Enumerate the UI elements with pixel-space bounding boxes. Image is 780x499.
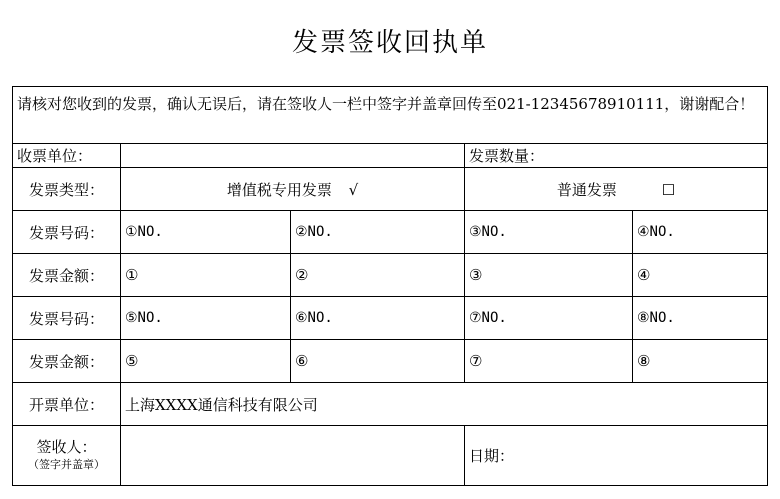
- signer-label-cell: [13, 426, 121, 486]
- signer-label: 签收人：: [36, 437, 97, 456]
- invoice-number-field[interactable]: ①NO.: [121, 211, 291, 254]
- invoice-number-field[interactable]: ⑧NO.: [633, 297, 768, 340]
- vat-special-label: 增值税专用发票: [226, 180, 332, 199]
- invoice-number-label: 发票号码：: [13, 297, 121, 340]
- invoice-number-field[interactable]: ③NO.: [465, 211, 633, 254]
- invoice-amount-field[interactable]: ②: [291, 254, 465, 297]
- date-field[interactable]: [465, 426, 768, 486]
- invoice-count-field[interactable]: [465, 144, 768, 168]
- receipt-form: [12, 86, 768, 486]
- issuer-label: 开票单位：: [13, 383, 121, 426]
- invoice-number-label: 发票号码：: [13, 211, 121, 254]
- vat-special-option[interactable]: [121, 168, 465, 211]
- invoice-number-field[interactable]: ⑥NO.: [291, 297, 465, 340]
- invoice-number-field[interactable]: ⑦NO.: [465, 297, 633, 340]
- document-title: 发票签收回执单: [291, 28, 488, 58]
- invoice-amount-field[interactable]: ⑦: [465, 340, 633, 383]
- invoice-amount-label: 发票金额：: [13, 254, 121, 297]
- invoice-amount-field[interactable]: ⑤: [121, 340, 291, 383]
- notice-text: 请核对您收到的发票，确认无误后，请在签收人一栏中签字并盖章回传至021-12345678910111，谢谢配合！: [13, 87, 768, 144]
- invoice-count-label: 发票数量：: [469, 147, 545, 165]
- invoice-type-label: 发票类型：: [13, 168, 121, 211]
- receiver-unit-label: 收票单位：: [13, 144, 121, 168]
- issuer-value: 上海XXXX通信科技有限公司: [121, 383, 768, 426]
- receiver-unit-field[interactable]: [121, 144, 465, 168]
- signer-field[interactable]: [121, 426, 465, 486]
- invoice-number-field[interactable]: ②NO.: [291, 211, 465, 254]
- check-mark-icon: √: [348, 180, 359, 199]
- invoice-number-field[interactable]: ⑤NO.: [121, 297, 291, 340]
- invoice-amount-field[interactable]: ⑧: [633, 340, 768, 383]
- date-label: 日期：: [469, 447, 515, 465]
- invoice-amount-label: 发票金额：: [13, 340, 121, 383]
- normal-invoice-label: 普通发票: [556, 180, 617, 199]
- checkbox-icon[interactable]: ☐: [661, 180, 676, 199]
- invoice-amount-field[interactable]: ⑥: [291, 340, 465, 383]
- signer-sub-label: （签字并盖章）: [28, 457, 105, 471]
- invoice-amount-field[interactable]: ①: [121, 254, 291, 297]
- invoice-amount-field[interactable]: ③: [465, 254, 633, 297]
- normal-invoice-option[interactable]: [465, 168, 768, 211]
- invoice-number-field[interactable]: ④NO.: [633, 211, 768, 254]
- invoice-amount-field[interactable]: ④: [633, 254, 768, 297]
